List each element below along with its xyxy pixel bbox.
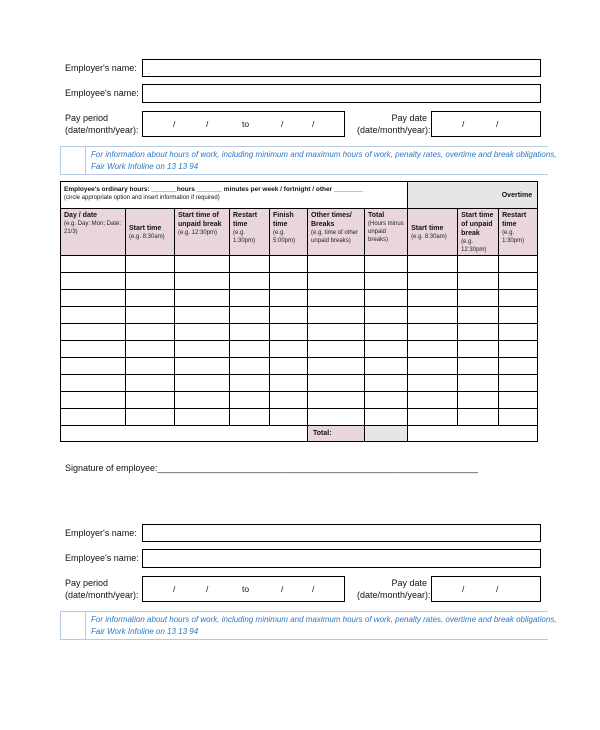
entry-cell[interactable] [408, 256, 458, 273]
entry-cell[interactable] [408, 307, 458, 324]
info-bar-margin [60, 147, 86, 174]
entry-cell[interactable] [230, 324, 270, 341]
table-row [61, 409, 538, 426]
employer-name-field[interactable] [142, 59, 541, 77]
employer-name-field[interactable] [142, 524, 541, 542]
pay-period-field[interactable]: / / to / / [142, 111, 345, 137]
overtime-total-cell[interactable] [408, 426, 538, 442]
column-header-example: (e.g. Day: Mon; Date: 21/3) [64, 221, 122, 235]
entry-cell[interactable] [365, 375, 408, 392]
period-to-text: to [242, 119, 250, 129]
entry-cell[interactable] [126, 341, 175, 358]
table-row [61, 307, 538, 324]
table-row [61, 341, 538, 358]
pay-period-label: Pay period (date/month/year): [65, 113, 139, 135]
entry-cell[interactable] [270, 273, 308, 290]
column-header-example: (e.g. 8:30am) [129, 233, 165, 240]
entry-cell[interactable] [230, 375, 270, 392]
entry-cell[interactable] [499, 324, 538, 341]
entry-cell[interactable] [458, 324, 499, 341]
entry-cell[interactable] [270, 307, 308, 324]
text-cursor: . [148, 67, 151, 76]
column-header-example: (Hours minus unpaid breaks) [368, 221, 404, 243]
entry-cell[interactable] [230, 307, 270, 324]
entry-cell[interactable] [499, 409, 538, 426]
entry-cell[interactable] [270, 341, 308, 358]
entry-cell[interactable] [175, 324, 230, 341]
column-header-example: (e.g. 1:30pm) [502, 230, 525, 244]
entry-cell[interactable] [499, 307, 538, 324]
entry-cell[interactable] [230, 341, 270, 358]
employer-name-label: Employer's name: [65, 528, 137, 538]
entry-cell[interactable] [175, 375, 230, 392]
column-header [458, 209, 499, 256]
entry-cell[interactable] [61, 307, 126, 324]
column-header [499, 209, 538, 256]
info-line-1: For information about hours of work, including minimum and maximum hours of work, penalty rates, overtime and break obligations, [91, 615, 557, 624]
column-header [175, 209, 230, 256]
entry-cell[interactable] [365, 409, 408, 426]
entry-cell[interactable] [126, 392, 175, 409]
entry-cell[interactable] [230, 409, 270, 426]
total-value-cell[interactable] [365, 426, 408, 442]
column-header-example: (e.g. 12:30pm) [461, 239, 487, 253]
column-header-title: Other times/ Breaks [311, 212, 352, 228]
entry-cell[interactable] [365, 341, 408, 358]
signature-line[interactable]: Signature of employee:________________________________________________________________ [65, 463, 478, 473]
ordinary-hours-text: Employee's ordinary hours: _______hours _______ minutes per week / fortnight / other ________ [64, 186, 363, 193]
info-line-1: For information about hours of work, including minimum and maximum hours of work, penalty rates, overtime and break obligations, [91, 150, 557, 159]
entry-cell[interactable] [458, 307, 499, 324]
entry-cell[interactable] [126, 273, 175, 290]
entry-cell[interactable] [126, 307, 175, 324]
entry-cell[interactable] [175, 341, 230, 358]
column-header [126, 209, 175, 256]
entry-cell[interactable] [408, 341, 458, 358]
entry-cell[interactable] [458, 375, 499, 392]
entry-cell[interactable] [230, 358, 270, 375]
employer-name-label: Employer's name: [65, 63, 137, 73]
entry-cell[interactable] [365, 358, 408, 375]
column-header-title: Start time of unpaid break [461, 212, 494, 237]
table-row [61, 324, 538, 341]
period-to-text: to [242, 584, 250, 594]
entry-cell[interactable] [365, 307, 408, 324]
entry-cell[interactable] [230, 273, 270, 290]
table-row [61, 273, 538, 290]
entry-cell[interactable] [308, 392, 365, 409]
entry-cell[interactable] [270, 256, 308, 273]
table-row [61, 290, 538, 307]
entry-cell[interactable] [230, 392, 270, 409]
fair-work-info-bar [60, 611, 557, 640]
entry-cell[interactable] [408, 358, 458, 375]
column-header-title: Start time [411, 224, 444, 232]
pay-period-field[interactable]: / / to / / [142, 576, 345, 602]
entry-cell[interactable] [408, 392, 458, 409]
entry-cell[interactable] [308, 358, 365, 375]
entry-cell[interactable] [270, 409, 308, 426]
entry-cell[interactable] [61, 341, 126, 358]
timesheet-table [60, 181, 538, 442]
column-header [61, 209, 126, 256]
info-bar-margin [60, 612, 86, 639]
total-row-blank [61, 426, 308, 442]
table-row [61, 375, 538, 392]
entry-cell[interactable] [499, 358, 538, 375]
column-header-example: (e.g. 5:00pm) [273, 230, 296, 244]
entry-cell[interactable] [365, 290, 408, 307]
entry-cell[interactable] [499, 375, 538, 392]
entry-cell[interactable] [308, 256, 365, 273]
entry-cell[interactable] [458, 256, 499, 273]
employee-name-label: Employee's name: [65, 553, 139, 563]
pay-date-label: Pay date (date/month/year): [357, 578, 431, 600]
column-header-example: (e.g. time of other unpaid breaks) [311, 230, 359, 244]
entry-cell[interactable] [408, 324, 458, 341]
info-line-2: Fair Work Infoline on 13 13 94 [91, 627, 199, 636]
pay-date-field[interactable]: / / [431, 111, 541, 137]
column-header-title: Start time of unpaid break [178, 212, 222, 228]
entry-cell[interactable] [458, 392, 499, 409]
column-header-title: Total [368, 212, 385, 219]
entry-cell[interactable] [126, 256, 175, 273]
entry-cell[interactable] [61, 375, 126, 392]
entry-cell[interactable] [175, 256, 230, 273]
entry-cell[interactable] [61, 290, 126, 307]
column-header-title: Start time [129, 224, 162, 232]
entry-cell[interactable] [61, 324, 126, 341]
entry-cell[interactable] [458, 341, 499, 358]
column-header-title: Restart time [502, 212, 527, 228]
entry-cell[interactable] [126, 290, 175, 307]
column-header-title: Finish time [273, 212, 294, 228]
total-label-cell: Total: [308, 426, 365, 442]
entry-cell[interactable] [175, 273, 230, 290]
entry-cell[interactable] [458, 273, 499, 290]
entry-cell[interactable] [175, 358, 230, 375]
entry-cell[interactable] [61, 256, 126, 273]
entry-cell[interactable] [499, 256, 538, 273]
column-header [230, 209, 270, 256]
entry-cell[interactable] [126, 358, 175, 375]
entry-cell[interactable] [270, 324, 308, 341]
entry-cell[interactable] [270, 375, 308, 392]
entry-cell[interactable] [61, 392, 126, 409]
ordinary-hours-cell[interactable] [61, 182, 408, 209]
fair-work-info-bar [60, 146, 557, 175]
entry-cell[interactable] [175, 409, 230, 426]
column-header [365, 209, 408, 256]
text-cursor: . [148, 532, 151, 541]
entry-cell[interactable] [365, 256, 408, 273]
column-header-row [61, 209, 538, 256]
entry-cell[interactable] [61, 273, 126, 290]
pay-period-label: Pay period (date/month/year): [65, 578, 139, 600]
entry-cell[interactable] [308, 307, 365, 324]
column-header-example: (e.g. 1:30pm) [233, 230, 256, 244]
entry-cell[interactable] [408, 273, 458, 290]
column-header-title: Restart time [233, 212, 258, 228]
entry-cell[interactable] [270, 392, 308, 409]
table-row [61, 392, 538, 409]
info-line-2: Fair Work Infoline on 13 13 94 [91, 162, 199, 171]
entry-cell[interactable] [126, 375, 175, 392]
entry-cell[interactable] [499, 273, 538, 290]
column-header-title: Day / date [64, 212, 98, 219]
employee-name-field[interactable] [142, 84, 541, 103]
entry-cell[interactable] [499, 341, 538, 358]
table-row [61, 256, 538, 273]
column-header [408, 209, 458, 256]
entry-cell[interactable] [308, 375, 365, 392]
entry-cell[interactable] [308, 273, 365, 290]
entry-cell[interactable] [61, 358, 126, 375]
entry-cell[interactable] [458, 290, 499, 307]
table-row [61, 358, 538, 375]
entry-cell[interactable] [365, 273, 408, 290]
entry-cell[interactable] [499, 290, 538, 307]
ordinary-hours-note: (circle appropriate option and insert information if required) [64, 195, 220, 201]
column-header [270, 209, 308, 256]
entry-cell[interactable] [499, 392, 538, 409]
entry-cell[interactable] [365, 392, 408, 409]
pay-date-field[interactable]: / / [431, 576, 541, 602]
pay-date-label: Pay date (date/month/year): [357, 113, 431, 135]
entry-cell[interactable] [175, 290, 230, 307]
column-header-example: (e.g. 8:30am) [411, 233, 447, 240]
entry-cell[interactable] [126, 409, 175, 426]
entry-cell[interactable] [408, 409, 458, 426]
entry-cell[interactable] [408, 290, 458, 307]
column-header [308, 209, 365, 256]
entry-cell[interactable] [408, 375, 458, 392]
entry-cell[interactable] [175, 392, 230, 409]
entry-cell[interactable] [270, 290, 308, 307]
entry-cell[interactable] [365, 324, 408, 341]
entry-cell[interactable] [458, 358, 499, 375]
entry-cell[interactable] [270, 358, 308, 375]
entry-cell[interactable] [308, 409, 365, 426]
employee-name-field[interactable] [142, 549, 541, 568]
entry-cell[interactable] [175, 307, 230, 324]
entry-cell[interactable] [126, 324, 175, 341]
entry-cell[interactable] [308, 341, 365, 358]
entry-cell[interactable] [230, 256, 270, 273]
employee-name-label: Employee's name: [65, 88, 139, 98]
entry-cell[interactable] [308, 290, 365, 307]
entry-cell[interactable] [61, 409, 126, 426]
overtime-header: Overtime [408, 182, 538, 209]
entry-cell[interactable] [458, 409, 499, 426]
column-header-example: (e.g. 12:30pm) [178, 230, 218, 236]
entry-cell[interactable] [230, 290, 270, 307]
entry-cell[interactable] [308, 324, 365, 341]
